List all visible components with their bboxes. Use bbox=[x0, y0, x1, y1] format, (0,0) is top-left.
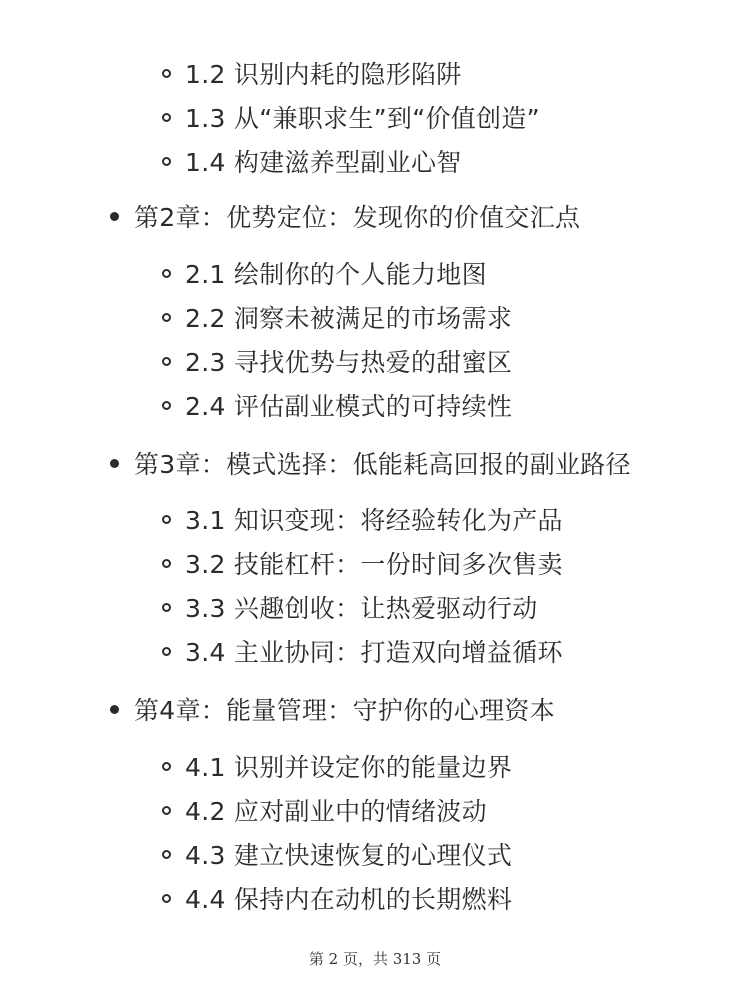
hollow-bullet-icon bbox=[162, 357, 171, 366]
toc-subsection-title: 1.2 识别内耗的隐形陷阱 bbox=[185, 60, 462, 89]
toc-subsection bbox=[162, 587, 538, 627]
hollow-bullet-icon bbox=[162, 401, 171, 410]
toc-subsection bbox=[162, 97, 540, 137]
hollow-bullet-icon bbox=[162, 850, 171, 859]
solid-bullet-icon bbox=[110, 705, 119, 714]
toc-subsection-title: 4.4 保持内在动机的长期燃料 bbox=[185, 885, 513, 914]
hollow-bullet-icon bbox=[162, 313, 171, 322]
toc-subsection bbox=[162, 341, 512, 381]
toc-subsection-title: 1.4 构建滋养型副业心智 bbox=[185, 148, 462, 177]
toc-subsection-title: 3.2 技能杠杆：一份时间多次售卖 bbox=[185, 550, 563, 579]
hollow-bullet-icon bbox=[162, 113, 171, 122]
toc-chapter bbox=[110, 689, 555, 729]
toc-subsection-title: 2.3 寻找优势与热爱的甜蜜区 bbox=[185, 348, 513, 377]
toc-subsection-title: 4.3 建立快速恢复的心理仪式 bbox=[185, 841, 513, 870]
toc-chapter bbox=[110, 196, 580, 236]
toc-subsection-title: 3.1 知识变现：将经验转化为产品 bbox=[185, 506, 563, 535]
toc-subsection-title: 3.3 兴趣创收：让热爱驱动行动 bbox=[185, 594, 538, 623]
hollow-bullet-icon bbox=[162, 762, 171, 771]
hollow-bullet-icon bbox=[162, 69, 171, 78]
toc-subsection-title: 2.4 评估副业模式的可持续性 bbox=[185, 392, 513, 421]
toc-chapter-title: 第4章：能量管理：守护你的心理资本 bbox=[134, 696, 556, 725]
solid-bullet-icon bbox=[110, 212, 119, 221]
toc-chapter-title: 第2章：优势定位：发现你的价值交汇点 bbox=[134, 203, 581, 232]
hollow-bullet-icon bbox=[162, 559, 171, 568]
toc-subsection bbox=[162, 141, 462, 181]
toc-subsection bbox=[162, 543, 563, 583]
toc-chapter bbox=[110, 443, 631, 483]
toc-subsection bbox=[162, 878, 512, 918]
toc-subsection-title: 3.4 主业协同：打造双向增益循环 bbox=[185, 638, 563, 667]
toc-subsection bbox=[162, 631, 563, 671]
toc-subsection-title: 4.1 识别并设定你的能量边界 bbox=[185, 753, 513, 782]
toc-subsection bbox=[162, 746, 512, 786]
toc-subsection bbox=[162, 297, 512, 337]
toc-chapter-title: 第3章：模式选择：低能耗高回报的副业路径 bbox=[134, 450, 631, 479]
hollow-bullet-icon bbox=[162, 806, 171, 815]
hollow-bullet-icon bbox=[162, 647, 171, 656]
page-footer bbox=[0, 948, 750, 969]
hollow-bullet-icon bbox=[162, 269, 171, 278]
toc-subsection bbox=[162, 385, 512, 425]
hollow-bullet-icon bbox=[162, 157, 171, 166]
hollow-bullet-icon bbox=[162, 515, 171, 524]
toc-subsection-title: 2.2 洞察未被满足的市场需求 bbox=[185, 304, 513, 333]
toc-subsection bbox=[162, 790, 487, 830]
toc-subsection-title: 2.1 绘制你的个人能力地图 bbox=[185, 260, 487, 289]
toc-subsection-title: 1.3 从“兼职求生”到“价值创造” bbox=[185, 104, 540, 133]
hollow-bullet-icon bbox=[162, 894, 171, 903]
toc-subsection bbox=[162, 499, 563, 539]
toc-subsection-title: 4.2 应对副业中的情绪波动 bbox=[185, 797, 487, 826]
toc-subsection bbox=[162, 53, 462, 93]
toc-subsection bbox=[162, 834, 512, 874]
solid-bullet-icon bbox=[110, 459, 119, 468]
page-number-label: 第 2 页，共 313 页 bbox=[308, 950, 442, 968]
toc-subsection bbox=[162, 253, 487, 293]
hollow-bullet-icon bbox=[162, 603, 171, 612]
